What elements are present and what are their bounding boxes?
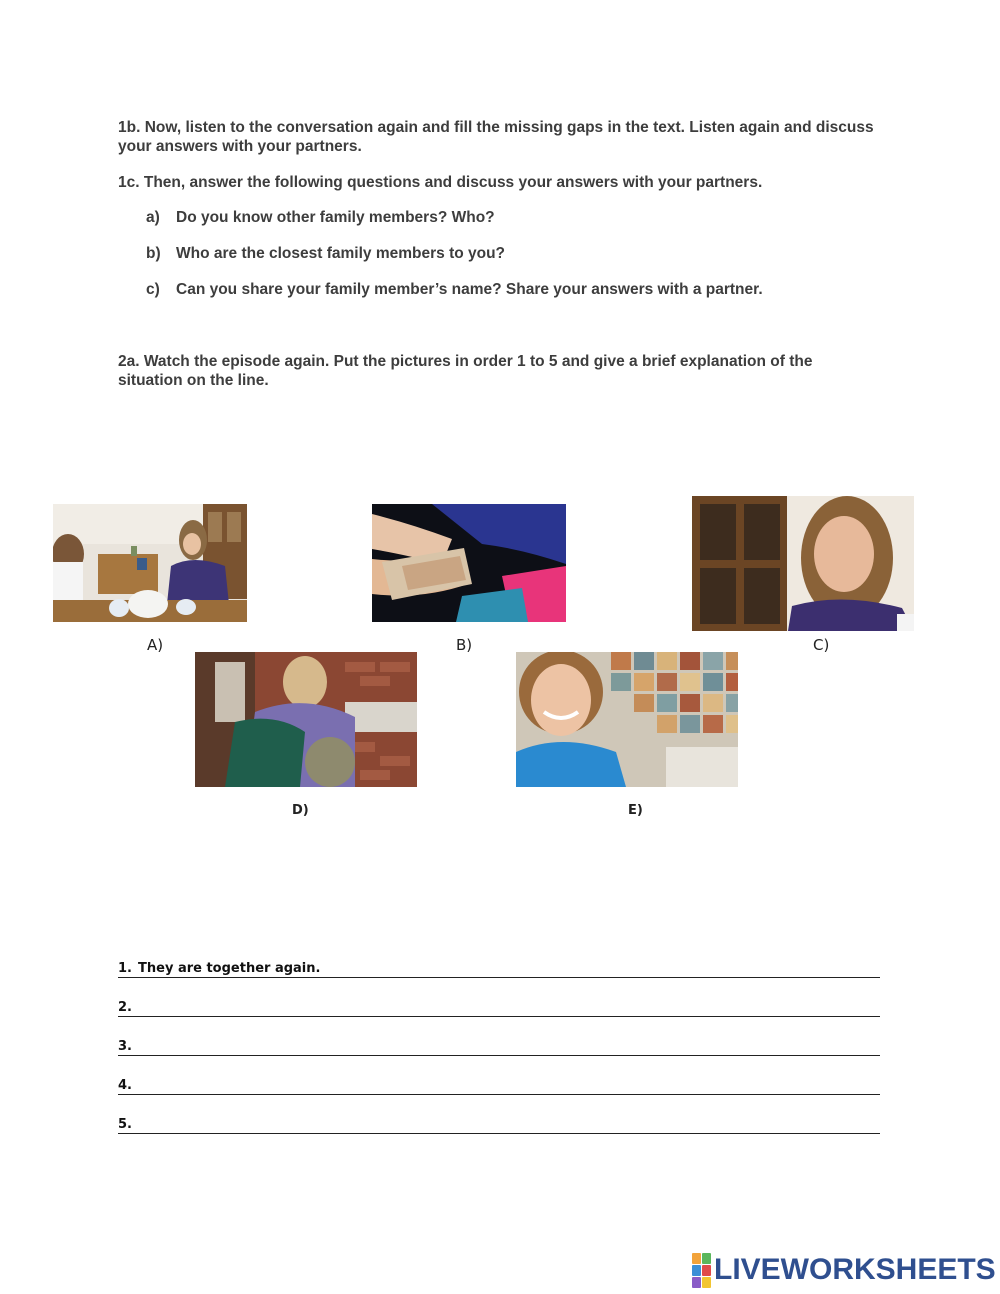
logo-text: LIVEWORKSHEETS xyxy=(714,1253,996,1286)
question-letter: b) xyxy=(146,245,161,262)
question-a xyxy=(146,209,495,227)
answer-line-1[interactable] xyxy=(118,955,880,978)
answer-number: 1. xyxy=(118,961,132,976)
answer-line-3[interactable] xyxy=(118,1033,880,1056)
picture-d xyxy=(195,652,417,787)
question-text: Who are the closest family members to you? xyxy=(176,245,506,262)
picture-label-b: B) xyxy=(456,636,473,654)
question-b xyxy=(146,245,505,263)
logo-tile xyxy=(702,1253,711,1264)
instruction-2a: 2a. Watch the episode again. Put the pictures in order 1 to 5 and give a brief explanation of the situation on the line. xyxy=(118,353,813,389)
picture-c xyxy=(692,496,914,631)
liveworksheets-logo[interactable] xyxy=(692,1255,996,1285)
logo-tile xyxy=(692,1253,701,1264)
answer-number: 4. xyxy=(118,1078,132,1093)
question-text: Do you know other family members? Who? xyxy=(176,209,495,226)
logo-tile xyxy=(692,1265,701,1276)
picture-label-a: A) xyxy=(147,636,164,654)
picture-label-d: D) xyxy=(292,803,309,818)
question-text: Can you share your family member’s name? Share your answers with a partner. xyxy=(176,281,763,298)
answer-number: 3. xyxy=(118,1039,132,1054)
logo-tile xyxy=(702,1265,711,1276)
logo-tile xyxy=(692,1277,701,1288)
picture-label-c: C) xyxy=(813,636,830,654)
answer-line-2[interactable] xyxy=(118,994,880,1017)
answer-line-5[interactable] xyxy=(118,1111,880,1134)
answer-number: 5. xyxy=(118,1117,132,1132)
picture-a xyxy=(53,504,247,622)
picture-label-e: E) xyxy=(628,803,643,818)
answer-number: 2. xyxy=(118,1000,132,1015)
answer-line-4[interactable] xyxy=(118,1072,880,1095)
logo-icon xyxy=(692,1253,711,1288)
picture-b xyxy=(372,504,566,622)
answer-text: They are together again. xyxy=(138,961,321,976)
instruction-1b: 1b. Now, listen to the conversation again and fill the missing gaps in the text. Listen again and discuss your answers with your partners. xyxy=(118,119,874,155)
question-letter: a) xyxy=(146,209,160,226)
logo-tile xyxy=(702,1277,711,1288)
instruction-1c: 1c. Then, answer the following questions and discuss your answers with your partners. xyxy=(118,174,763,191)
picture-e xyxy=(516,652,738,787)
question-letter: c) xyxy=(146,281,160,298)
question-c xyxy=(146,281,763,299)
